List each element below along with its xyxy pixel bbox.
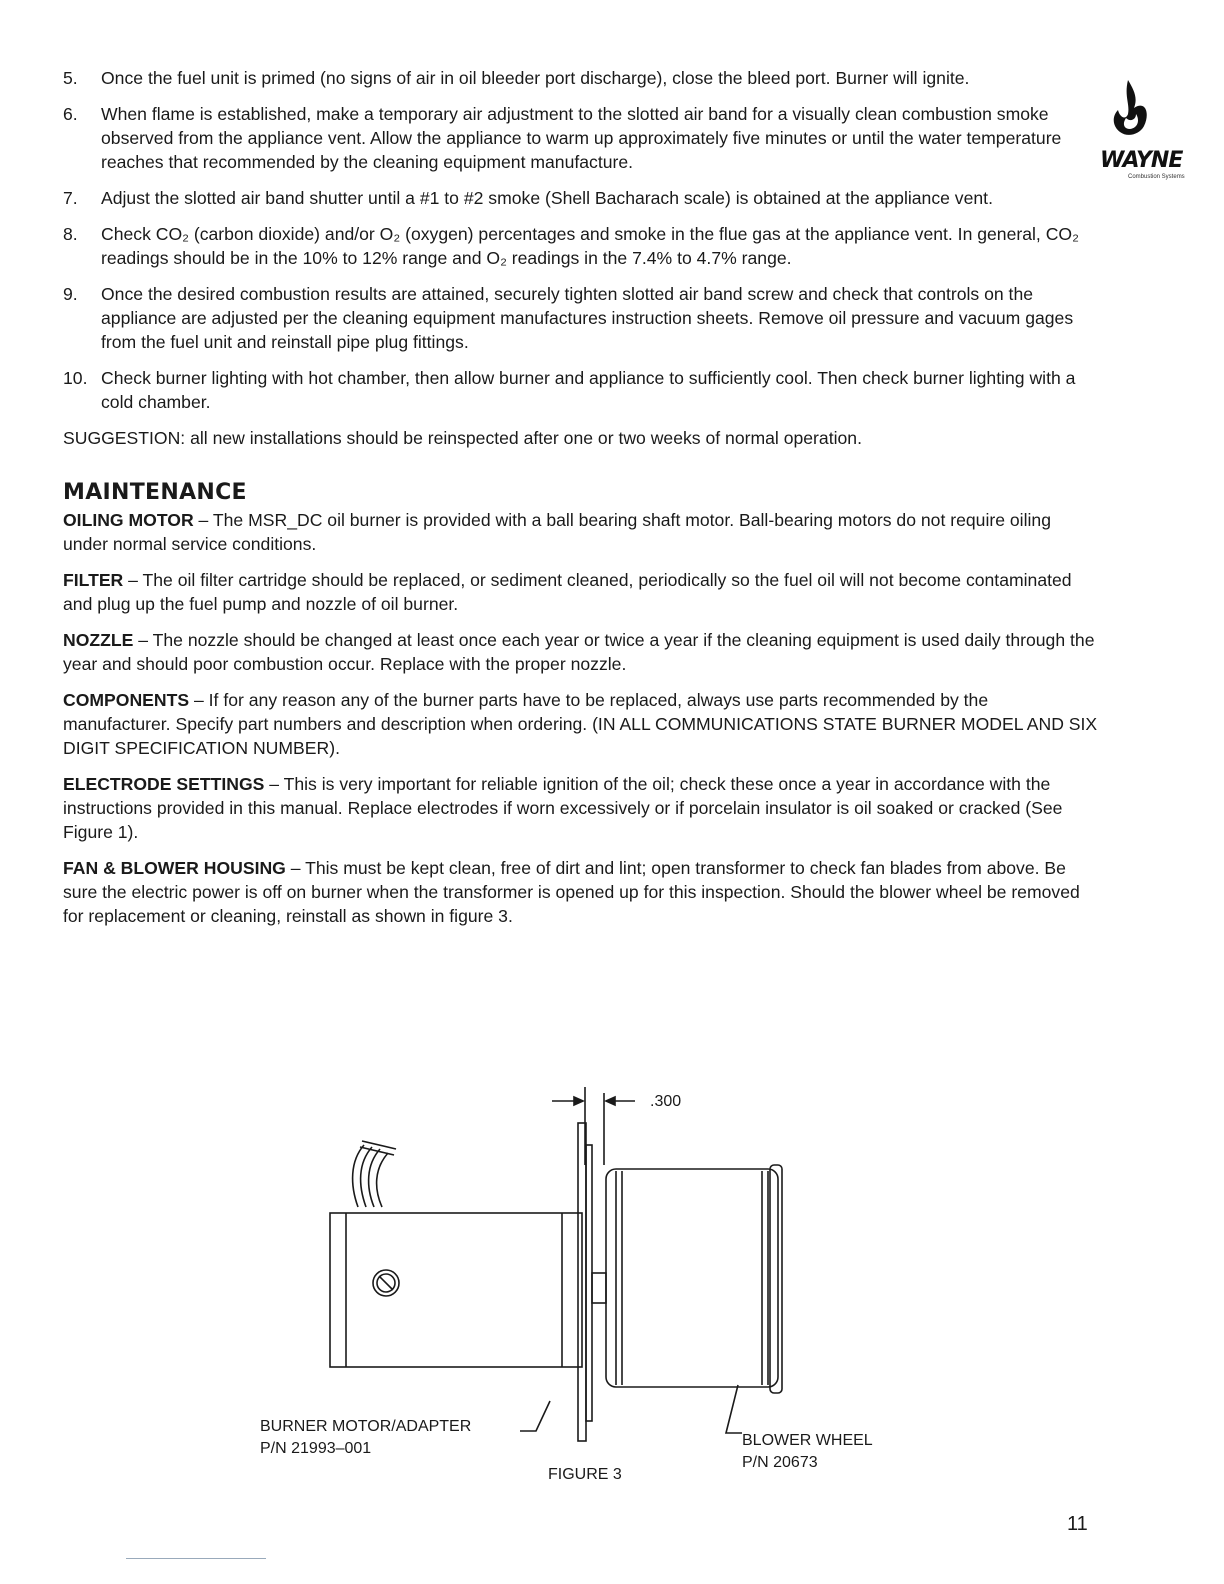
maintenance-electrode-settings: ELECTRODE SETTINGS – This is very important for reliable ignition of the oil; check these once a year in accordance with the instructions provided in this manual. Replace electrodes if worn excessively or if porcelain insulator is oil soaked or cracked (See Figure 1). [63, 774, 1063, 842]
list-item: 8. Check CO₂ (carbon dioxide) and/or O₂ (oxygen) percentages and smoke in the flue gas at the appliance vent. In general, CO₂ readings should be in the 10% to 12% range and O₂ readings in the 7.4% to 4.7% range. [63, 224, 1079, 268]
motor-part-number: P/N 21993–001 [260, 1440, 372, 1457]
motor-leader-line [520, 1401, 550, 1431]
burner-motor [330, 1213, 582, 1367]
step-text: Check CO₂ (carbon dioxide) and/or O₂ (oxygen) percentages and smoke in the flue gas at the appliance vent. In general, CO₂ readings should be in the 10% to 12% range and O₂ readings in the 7.4% to 4.7% range. [101, 224, 1079, 268]
figure-3 [250, 1085, 910, 1485]
list-item: 6. When flame is established, make a temporary air adjustment to the slotted air band for a visually clean combustion smoke observed from the appliance vent. Allow the appliance to warm up approximately five minutes or until the water temperature reaches that recommended by the cleaning equipment manufacture. [63, 104, 1062, 172]
list-item: 7. Adjust the slotted air band shutter until a #1 to #2 smoke (Shell Bacharach scale) is obtained at the appliance vent. [63, 188, 993, 208]
step-text: When flame is established, make a temporary air adjustment to the slotted air band for a visually clean combustion smoke observed from the appliance vent. Allow the appliance to warm up approximately five minutes or until the water temperature reaches that recommended by the cleaning equipment manufacture. [101, 104, 1062, 172]
section-title: MAINTENANCE [63, 480, 247, 505]
suggestion-note: SUGGESTION: all new installations should be reinspected after one or two weeks of normal operation. [63, 428, 862, 448]
figure-caption: FIGURE 3 [548, 1466, 622, 1483]
step-text: Adjust the slotted air band shutter until a #1 to #2 smoke (Shell Bacharach scale) is obtained at the appliance vent. [101, 188, 993, 208]
motor-label: BURNER MOTOR/ADAPTER [260, 1418, 472, 1435]
blower-wheel [606, 1165, 782, 1393]
page-number: 11 [1067, 1513, 1088, 1535]
wheel-part-number: P/N 20673 [742, 1454, 818, 1471]
procedure-steps [63, 66, 1099, 414]
wheel-label: BLOWER WHEEL [742, 1432, 873, 1449]
list-item: 10. Check burner lighting with hot chamber, then allow burner and appliance to sufficiently cool. Then check burner lighting with a cold chamber. [63, 368, 1076, 412]
maintenance-filter: FILTER – The oil filter cartridge should be replaced, or sediment cleaned, periodically so the fuel oil will not become contaminated and plug up the fuel pump and nozzle of oil burner. [63, 570, 1072, 614]
list-item: 5. Once the fuel unit is primed (no signs of air in oil bleeder port discharge), close the bleed port. Burner will ignite. [63, 68, 970, 88]
step-text: Check burner lighting with hot chamber, then allow burner and appliance to sufficiently cool. Then check burner lighting with a cold chamber. [101, 368, 1076, 412]
wayne-logo [1098, 74, 1185, 184]
maintenance-components: COMPONENTS – If for any reason any of the burner parts have to be replaced, always use parts recommended by the manufacturer. Specify part numbers and description when ordering. (IN ALL COMMUNICATIONS STATE BURNER MODEL AND SIX DIGIT SPECIFICATION NUMBER). [63, 690, 1098, 758]
wheel-leader-line [726, 1385, 742, 1433]
step-text: Once the desired combustion results are attained, securely tighten slotted air band screw and check that controls on the appliance are adjusted per the cleaning equipment manufactures instruction sheets. Remove oil pressure and vacuum gages from the fuel unit and reinstall pipe plug fittings. [101, 284, 1074, 352]
dimension-label: .300 [650, 1093, 682, 1110]
step-text: Once the fuel unit is primed (no signs of air in oil bleeder port discharge), close the bleed port. Burner will ignite. [101, 68, 970, 88]
list-item: 9. Once the desired combustion results are attained, securely tighten slotted air band screw and check that controls on the appliance are adjusted per the cleaning equipment manufactures instruction sheets. Remove oil pressure and vacuum gages from the fuel unit and reinstall pipe plug fittings. [63, 284, 1074, 352]
maintenance-oiling-motor: OILING MOTOR – The MSR_DC oil burner is provided with a ball bearing shaft motor. Ball-bearing motors do not require oiling under normal service conditions. [63, 510, 1051, 554]
logo-tagline: Combustion Systems [1128, 174, 1185, 180]
dimension-marker [552, 1087, 635, 1165]
page-body [63, 66, 1099, 940]
footer-rule [126, 1558, 266, 1559]
maintenance-nozzle: NOZZLE – The nozzle should be changed at least once each year or twice a year if the cleaning equipment is used daily through the year and should poor combustion occur. Replace with the proper nozzle. [63, 630, 1095, 674]
motor-wires [353, 1141, 396, 1207]
maintenance-fan-blower: FAN & BLOWER HOUSING – This must be kept clean, free of dirt and lint; open transformer to check fan blades from above. Be sure the electric power is off on burner when the transformer is opened up for this inspection. Should the blower wheel be removed for replacement or cleaning, reinstall as shown in figure 3. [63, 858, 1080, 926]
logo-brand: WAYNE [1100, 148, 1183, 173]
